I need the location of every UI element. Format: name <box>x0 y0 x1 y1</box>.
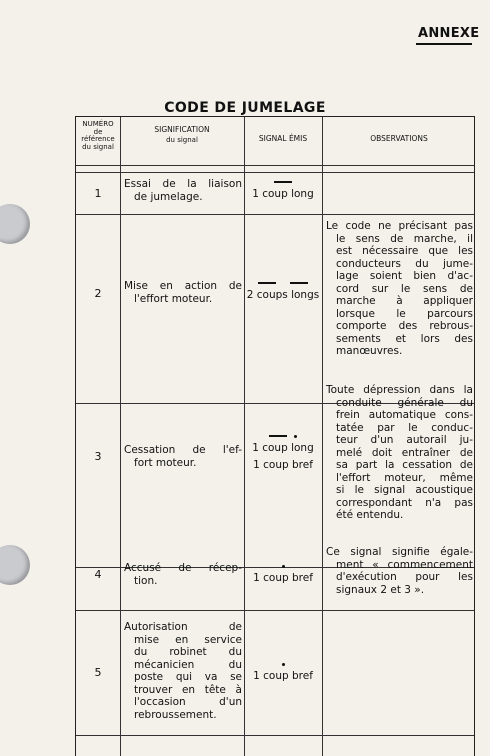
row-2-observations <box>326 220 473 358</box>
observation-line: ment « commencement <box>336 558 473 571</box>
binder-hole <box>0 545 30 585</box>
signal-text: 1 coup bref <box>253 458 313 471</box>
observation-line: comporte des rebrous- <box>336 320 473 332</box>
signification-line: rebroussement. <box>134 708 217 721</box>
row-divider <box>76 165 474 166</box>
observation-line: est nécessaire que les <box>336 245 473 257</box>
row-1-signification <box>124 178 242 203</box>
observation-line: sa part la cessation de <box>336 459 473 471</box>
observation-line: sements et lors des <box>336 332 473 345</box>
signification-line: Accusé de récep- <box>124 562 242 574</box>
observation-line: cord sur le sens de <box>336 282 473 295</box>
row-3-signification <box>124 444 242 469</box>
signal-marks <box>244 560 322 572</box>
header-numero <box>76 121 120 151</box>
long-signal-icon <box>269 435 287 438</box>
long-signal-icon <box>274 181 292 184</box>
row-2-signification <box>124 280 242 305</box>
signification-line: trouver en tête à <box>134 683 242 696</box>
row-divider <box>76 735 474 736</box>
short-signal-icon <box>294 435 297 438</box>
signal-text: 2 coups longs <box>246 289 320 301</box>
signal-marks <box>244 658 322 670</box>
row-2-signal <box>244 277 322 302</box>
signification-line: mise en service <box>134 633 242 646</box>
signal-text: 1 coup bref <box>253 572 313 584</box>
row-4-signal <box>244 560 322 585</box>
signification-line: l'occasion d'un <box>134 696 242 708</box>
header-numero-line: du signal <box>82 142 114 151</box>
observation-line: lorsque le parcours <box>336 307 473 320</box>
observation-line: Ce signal signifie égale- <box>326 546 473 558</box>
row-4-number: 4 <box>94 568 102 581</box>
observation-line: l'effort moteur, même <box>336 471 473 484</box>
row-3-signal <box>244 430 322 471</box>
observation-line: conducteurs du jume- <box>336 257 473 270</box>
header-signal-emis: SIGNAL ÉMIS <box>258 134 308 143</box>
signal-code-table <box>75 116 475 756</box>
annexe-underline <box>416 43 472 45</box>
observation-line: été entendu. <box>336 509 404 521</box>
header-signification-label: SIGNIFICATION <box>154 125 210 134</box>
signification-line: Cessation de l'ef- <box>124 444 242 456</box>
observation-line: Le code ne précisant pas <box>326 220 473 232</box>
column-divider <box>120 117 121 756</box>
header-signification-sub: du signal <box>166 136 198 144</box>
signification-line: Mise en action de <box>124 280 242 292</box>
signification-line: du robinet du <box>134 646 242 658</box>
row-4-observations <box>326 546 473 596</box>
row-3-observations <box>326 384 473 522</box>
signal-text: 1 coup bref <box>253 670 313 682</box>
row-divider <box>76 214 474 215</box>
row-5-signification <box>124 621 242 721</box>
row-4-signification <box>124 562 242 587</box>
row-5-number: 5 <box>94 666 102 679</box>
observation-line: melé doit entraîner de <box>336 446 473 459</box>
observation-line: frein automatique cons- <box>336 409 473 421</box>
signification-line: de jumelage. <box>134 190 203 203</box>
observation-line: lage soient bien d'ac- <box>336 270 473 282</box>
signification-line: fort moteur. <box>134 456 197 469</box>
row-2-number: 2 <box>94 287 102 300</box>
signification-line: l'effort moteur. <box>134 292 213 305</box>
signal-marks <box>244 277 322 289</box>
long-signal-icon <box>290 282 308 285</box>
observation-line: marche à appliquer <box>336 295 473 307</box>
observation-line: teur d'un autorail ju- <box>336 434 473 446</box>
row-5-signal <box>244 658 322 683</box>
header-numero-line: de <box>93 127 103 136</box>
signal-text: 1 coup long <box>252 188 314 200</box>
header-numero-line: NUMÉRO <box>82 120 114 128</box>
row-divider <box>76 172 474 173</box>
column-divider <box>322 117 323 756</box>
signal-text: 1 coup long <box>252 442 314 454</box>
signification-line: Autorisation de <box>124 621 242 633</box>
observation-line: conduite générale du <box>336 396 473 409</box>
header-observations: OBSERVATIONS <box>370 134 428 143</box>
header-signification <box>120 126 244 144</box>
observation-line: correspondant n'a pas <box>336 496 473 509</box>
short-signal-icon <box>282 565 285 568</box>
signification-line: Essai de la liaison <box>124 178 242 190</box>
row-1-signal <box>244 176 322 201</box>
signal-marks <box>244 430 322 442</box>
observation-line: si le signal acoustique <box>336 484 473 496</box>
annexe-label: ANNEXE <box>418 26 480 41</box>
row-divider <box>76 610 474 611</box>
observation-line: le sens de marche, il <box>336 232 473 245</box>
page-title: CODE DE JUMELAGE <box>164 100 326 116</box>
binder-hole <box>0 204 30 244</box>
long-signal-icon <box>258 282 276 285</box>
signification-line: mécanicien du <box>134 658 242 671</box>
observation-line: manœuvres. <box>336 345 403 357</box>
header-numero-line: référence <box>81 135 115 143</box>
signification-line: tion. <box>134 574 158 587</box>
short-signal-icon <box>282 663 285 666</box>
row-3-number: 3 <box>94 450 102 463</box>
observation-line: signaux 2 et 3 ». <box>336 583 425 596</box>
observation-line: tatée par le conduc- <box>336 421 473 434</box>
row-1-number: 1 <box>94 187 102 200</box>
signification-line: poste qui va se <box>134 671 242 683</box>
observation-line: d'exécution pour les <box>336 571 473 583</box>
signal-marks <box>244 176 322 188</box>
observation-line: Toute dépression dans la <box>326 384 473 396</box>
